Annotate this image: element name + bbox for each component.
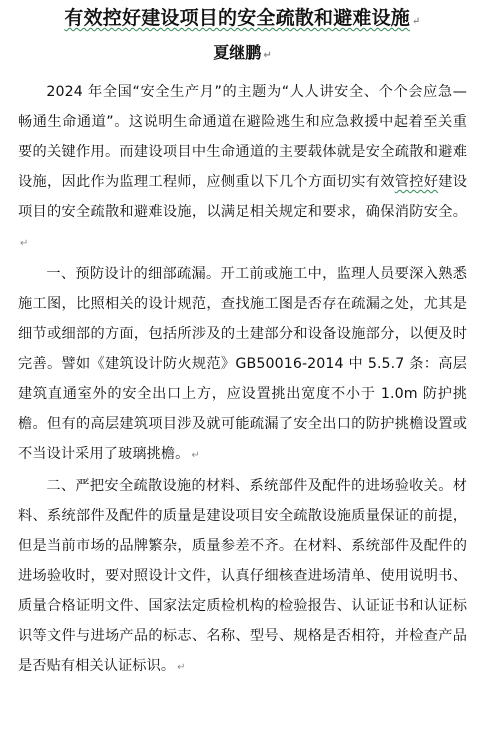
paragraph-mark-icon: ↵ [20, 238, 29, 249]
body-paragraph-section-1 [18, 259, 467, 471]
paragraph-mark-icon: ↵ [191, 450, 200, 461]
paragraph-text: 二、严把安全疏散设施的材料、系统部件及配件的进场验收关。材料、系统部件及配件的质量是建设项目安全疏散设施质量保证的前提，但是当前市场的品牌繁杂，质量参差不齐。在材料、系统部件及配件的进场验收时，要对照设计文件，认真仔细核查进场清单、使用说明书、质量合格证明文件、国家法定质检机构的检验报告、认证证书和认证标识等文件与进场产品的标志、名称、型号、规格是否相符，并检查产品是否贴有相关认证标识。 [18, 478, 467, 674]
document-title [18, 4, 467, 36]
paragraph-mark-icon: ↵ [263, 50, 272, 61]
body-paragraph-section-2 [18, 471, 467, 683]
paragraph-text: 2024 年全国“安全生产月”的主题为“人人讲安全、个个会应急—畅通生命通道”。这说明生命通道在避险逃生和应急救援中起着至关重要的关键作用。而建设项目中生命通道的主要载体就是安全疏散和避难设施，因此作为监理工程师，应侧重以下几个方面切实有效 [18, 84, 467, 190]
paragraph-mark-icon: ↵ [177, 662, 186, 673]
paragraph-text: 一、预防设计的细部疏漏。开工前或施工中，监理人员要深入熟悉施工图，比照相关的设计规范，查找施工图是否存在疏漏之处，尤其是细节或细部的方面，包括所涉及的土建部分和设备设施部分，以便及时完善。譬如《建筑设计防火规范》GB50016-2014 中 5.5.7 条：高层建筑直通室外的安全出口上方，应设置挑出宽度不小于 1.0m 防护挑檐。但有的高层建筑项目涉及就可能疏漏了安全出口的防护挑檐设置或不当设计采用了玻璃挑檐。 [18, 266, 467, 462]
author-name [18, 40, 467, 69]
paragraph-mark-icon: ↵ [412, 16, 421, 27]
author-text: 夏继鹏 [213, 43, 262, 62]
body-paragraph-intro [18, 77, 467, 259]
paragraph-text: 建设项目的安全疏散和避难设施，以满足相关规定和要求，确保消防安全。 [18, 174, 467, 220]
title-text: 有效控好建设项目的安全疏散和避难设施 [64, 7, 410, 29]
paragraph-text-flagged: 管控好 [394, 174, 439, 190]
